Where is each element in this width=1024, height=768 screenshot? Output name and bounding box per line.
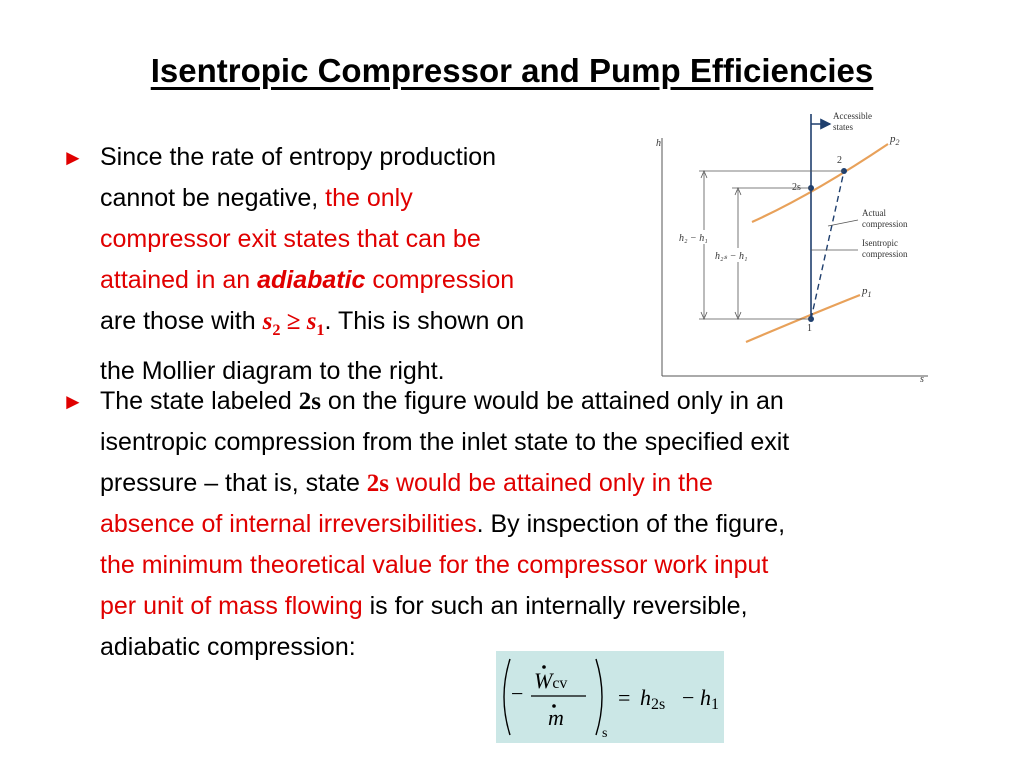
- eq-minus2: −: [682, 685, 695, 710]
- bullet-arrow-icon: ►: [62, 145, 84, 170]
- label-state-1: 1: [807, 323, 812, 334]
- eq-numerator: Wcv: [534, 668, 568, 693]
- work-equation: [496, 651, 724, 743]
- bullet-state-2s-text: [100, 381, 789, 668]
- text-line: The state labeled 2s on the figure would be attained only in an: [100, 387, 784, 415]
- entropy-inequality: $s_2 \ge s_1$: [262, 308, 325, 339]
- s-axis-label: s: [920, 374, 924, 385]
- text-line: Since the rate of entropy production: [100, 143, 497, 171]
- text-line: absence of internal irreversibilities. By inspection of the figure,: [100, 510, 786, 538]
- text-line: are those with $s_2 \ge s_1$. This is shown on: [100, 307, 525, 339]
- mollier-diagram: [652, 110, 937, 385]
- eq-minus: −: [511, 681, 524, 706]
- actual-compression-line: [811, 171, 844, 319]
- eq-h1: h1: [700, 685, 719, 713]
- right-paren: [596, 659, 602, 735]
- bullet-entropy-text: [100, 137, 524, 392]
- accessible-states-label: Accessible states: [833, 111, 872, 132]
- label-p1: $p_1$: [862, 285, 872, 299]
- eq-equals: =: [618, 685, 631, 710]
- text-line: isentropic compression from the inlet state to the specified exit: [100, 428, 790, 456]
- text-line: per unit of mass flowing is for such an internally reversible,: [100, 592, 748, 620]
- eq-subscript-s: s: [602, 726, 608, 741]
- text-line: the minimum theoretical value for the compressor work input: [100, 551, 769, 579]
- text-line: cannot be negative, the only: [100, 184, 413, 212]
- label-state-2s: 2s: [792, 182, 801, 193]
- text-line: the Mollier diagram to the right.: [100, 357, 445, 385]
- text-line: compressor exit states that can be: [100, 225, 481, 253]
- label-h2s-h1: h₂ₛ − h₁: [715, 251, 748, 262]
- text-line: attained in an adiabatic compression: [100, 266, 515, 294]
- text-line: adiabatic compression:: [100, 633, 356, 661]
- eq-denominator: m: [548, 705, 564, 730]
- text-line: pressure – that is, state 2s would be attained only in the: [100, 469, 713, 497]
- label-h2-h1: h₂ − h₁: [679, 233, 708, 244]
- work-equation-box: [496, 651, 724, 743]
- left-paren: [504, 659, 510, 735]
- label-actual-compression: Actual compression: [862, 208, 908, 229]
- label-state-2: 2: [837, 155, 842, 166]
- slide-title: Isentropic Compressor and Pump Efficiencies: [150, 52, 874, 89]
- label-p2: $p_2$: [890, 133, 900, 147]
- label-isentropic-compression: Isentropic compression: [862, 238, 908, 259]
- bullet-arrow-icon: ►: [62, 389, 84, 414]
- isobar-p1: [746, 295, 860, 342]
- eq-h2s: h2s: [640, 685, 666, 713]
- h-axis-label: h: [656, 138, 661, 149]
